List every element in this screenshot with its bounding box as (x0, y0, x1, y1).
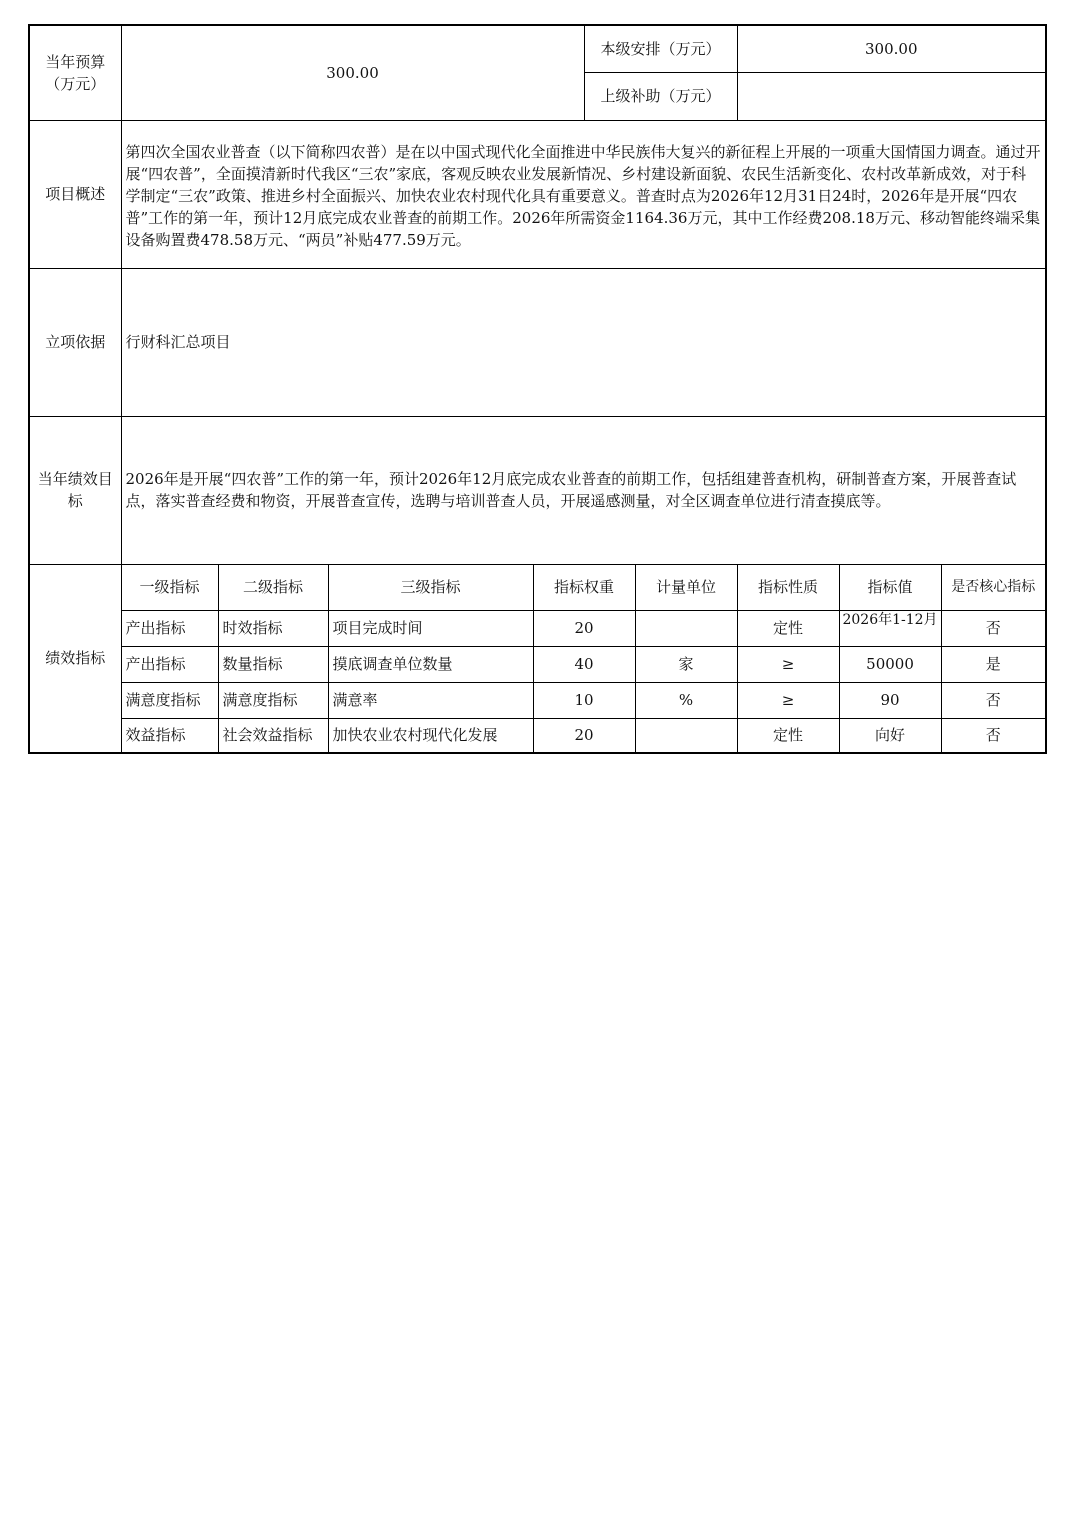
row-level1: 产出指标 (121, 610, 218, 646)
overview-text: 第四次全国农业普查（以下简称四农普）是在以中国式现代化全面推进中华民族伟大复兴的新征程上开展的一项重大国情国力调查。通过开展“四农普”，全面摸清新时代我区“三农”家底，客观反映农业发展新情况、乡村建设新面貌、农民生活新变化、农村改革新成效，对于科学制定“三农”政策、推进乡村全面振兴、加快农业农村现代化具有重要意义。普查时点为2026年12月31日24时，2026年是开展“四农普”工作的第一年，预计12月底完成农业普查的前期工作。2026年所需资金1164.36万元，其中工作经费208.18万元、移动智能终端采集设备购置费478.58万元、“两员”补贴477.59万元。 (121, 120, 1046, 268)
budget-table (28, 24, 1047, 754)
row-core: 否 (941, 610, 1046, 646)
row-nature: ≥ (737, 682, 839, 718)
row-level2: 数量指标 (218, 646, 328, 682)
row-unit (635, 610, 737, 646)
row-nature: 定性 (737, 718, 839, 753)
row-core: 是 (941, 646, 1046, 682)
header-unit: 计量单位 (635, 564, 737, 610)
row-value: 向好 (839, 718, 941, 753)
goal-text: 2026年是开展“四农普”工作的第一年，预计2026年12月底完成农业普查的前期工作，包括组建普查机构，研制普查方案，开展普查试点，落实普查经费和物资，开展普查宣传，选聘与培训普查人员，开展遥感测量，对全区调查单位进行清查摸底等。 (121, 416, 1046, 564)
local-arrangement-value: 300.00 (737, 25, 1046, 72)
table-row (29, 682, 1046, 718)
row-unit (635, 718, 737, 753)
row-value-text: 2026年1-12月 (842, 611, 938, 628)
basis-label: 立项依据 (29, 268, 121, 416)
header-core: 是否核心指标 (941, 564, 1046, 610)
row-core: 否 (941, 682, 1046, 718)
local-arrangement-label: 本级安排（万元） (584, 25, 737, 72)
table-row (29, 718, 1046, 753)
upper-subsidy-value (737, 72, 1046, 120)
overview-label: 项目概述 (29, 120, 121, 268)
row-level1: 产出指标 (121, 646, 218, 682)
header-level2: 二级指标 (218, 564, 328, 610)
upper-subsidy-label: 上级补助（万元） (584, 72, 737, 120)
header-level3: 三级指标 (328, 564, 533, 610)
header-level1: 一级指标 (121, 564, 218, 610)
row-unit: 家 (635, 646, 737, 682)
header-weight: 指标权重 (533, 564, 635, 610)
row-level1: 满意度指标 (121, 682, 218, 718)
row-core: 否 (941, 718, 1046, 753)
goal-label: 当年绩效目标 (29, 416, 121, 564)
row-level1: 效益指标 (121, 718, 218, 753)
indicators-label: 绩效指标 (29, 564, 121, 753)
row-level2: 满意度指标 (218, 682, 328, 718)
row-unit: % (635, 682, 737, 718)
row-level3: 项目完成时间 (328, 610, 533, 646)
row-nature: ≥ (737, 646, 839, 682)
row-level3: 满意率 (328, 682, 533, 718)
table-row (29, 610, 1046, 646)
row-value: 50000 (839, 646, 941, 682)
row-level3: 摸底调查单位数量 (328, 646, 533, 682)
row-level2: 时效指标 (218, 610, 328, 646)
row-weight: 20 (533, 610, 635, 646)
header-nature: 指标性质 (737, 564, 839, 610)
table-row (29, 646, 1046, 682)
row-weight: 20 (533, 718, 635, 753)
header-value: 指标值 (839, 564, 941, 610)
project-form (28, 24, 1045, 754)
row-value: 90 (839, 682, 941, 718)
budget-label: 当年预算（万元） (29, 25, 121, 120)
row-level3: 加快农业农村现代化发展 (328, 718, 533, 753)
row-value (839, 610, 941, 646)
basis-text: 行财科汇总项目 (121, 268, 1046, 416)
row-weight: 10 (533, 682, 635, 718)
row-nature: 定性 (737, 610, 839, 646)
row-weight: 40 (533, 646, 635, 682)
budget-total-value: 300.00 (121, 25, 584, 120)
row-level2: 社会效益指标 (218, 718, 328, 753)
